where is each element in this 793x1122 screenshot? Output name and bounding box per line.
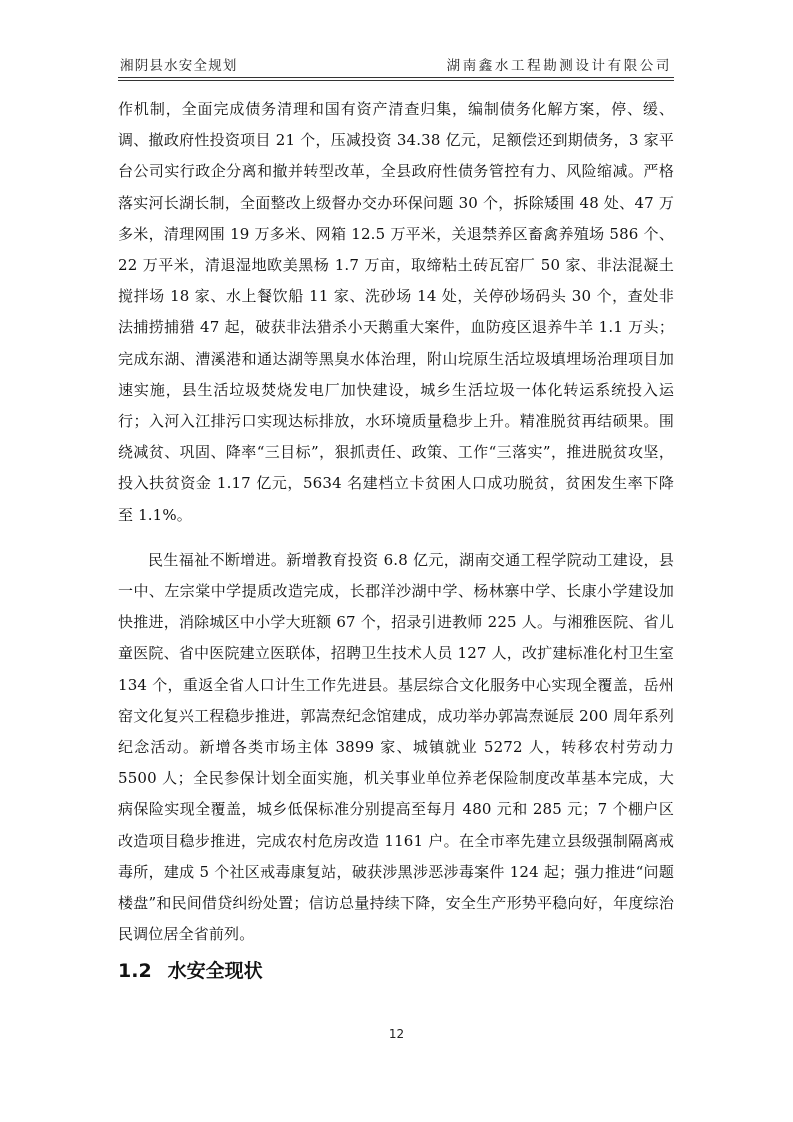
section-heading bbox=[118, 956, 263, 983]
paragraph-continued: 作机制，全面完成债务清理和国有资产清查归集，编制债务化解方案，停、缓、调、撤政府性投资项目 21 个，压减投资 34.38 亿元，足额偿还到期债务，3 家平台公司实行政企分离和撤并转型改革，全县政府性债务管控有力、风险缩减。严格落实河长湖长制，全面整改上级督办交办环保问题 30 个，拆除矮围 48 处、47 万多米，清理网围 19 万多米、网箱 12.5 万平米，关退禁养区畜禽养殖场 586 个、22 万平米，清退湿地欧美黑杨 1.7 万亩，取缔粘土砖瓦窑厂 50 家、非法混凝土搅拌场 18 家、水上餐饮船 11 家、洗砂场 14 处，关停砂场码头 30 个，查处非法捕捞捕猎 47 起，破获非法猎杀小天鹅重大案件，血防疫区退养牛羊 1.1 万头；完成东湖、漕溪港和通达湖等黑臭水体治理，附山垸原生活垃圾填埋场治理项目加速实施，县生活垃圾焚烧发电厂加快建设，城乡生活垃圾一体化转运系统投入运行；入河入江排污口实现达标排放，水环境质量稳步上升。精准脱贫再结硕果。围绕减贫、巩固、降率“三目标”，狠抓责任、政策、工作“三落实”，推进脱贫攻坚，投入扶贫资金 1.17 亿元，5634 名建档立卡贫困人口成功脱贫，贫困发生率下降至 1.1%。 bbox=[118, 100, 674, 524]
document-title: 湘阴县水安全规划 bbox=[120, 58, 238, 74]
running-header bbox=[118, 52, 674, 78]
section-title: 水安全现状 bbox=[167, 960, 263, 982]
page-number: 12 bbox=[388, 1027, 405, 1041]
paragraph-spacer bbox=[118, 531, 674, 545]
body-text bbox=[118, 94, 674, 950]
company-name: 湖南鑫水工程勘测设计有限公司 bbox=[446, 58, 672, 74]
section-number: 1.2 bbox=[118, 960, 152, 982]
header-divider bbox=[118, 77, 674, 81]
paragraph-livelihood: 民生福祉不断增进。新增教育投资 6.8 亿元，湖南交通工程学院动工建设，县一中、左宗棠中学提质改造完成，长郡洋沙湖中学、杨林寨中学、长康小学建设加快推进，消除城区中小学大班额 67 个，招录引进教师 225 人。与湘雅医院、省儿童医院、省中医院建立医联体，招聘卫生技术人员 127 人，改扩建标准化村卫生室 134 个，重返全省人口计生工作先进县。基层综合文化服务中心实现全覆盖，岳州窑文化复兴工程稳步推进，郭嵩焘纪念馆建成，成功举办郭嵩焘诞辰 200 周年系列纪念活动。新增各类市场主体 3899 家、城镇就业 5272 人，转移农村劳动力 5500 人；全民参保计划全面实施，机关事业单位养老保险制度改革基本完成，大病保险实现全覆盖，城乡低保标准分别提高至每月 480 元和 285 元；7 个棚户区改造项目稳步推进，完成农村危房改造 1161 户。在全市率先建立县级强制隔离戒毒所，建成 5 个社区戒毒康复站，破获涉黑涉恶涉毒案件 124 起；强力推进“问题楼盘”和民间借贷纠纷处置；信访总量持续下降，安全生产形势平稳向好，年度综治民调位居全省前列。 bbox=[118, 550, 674, 944]
